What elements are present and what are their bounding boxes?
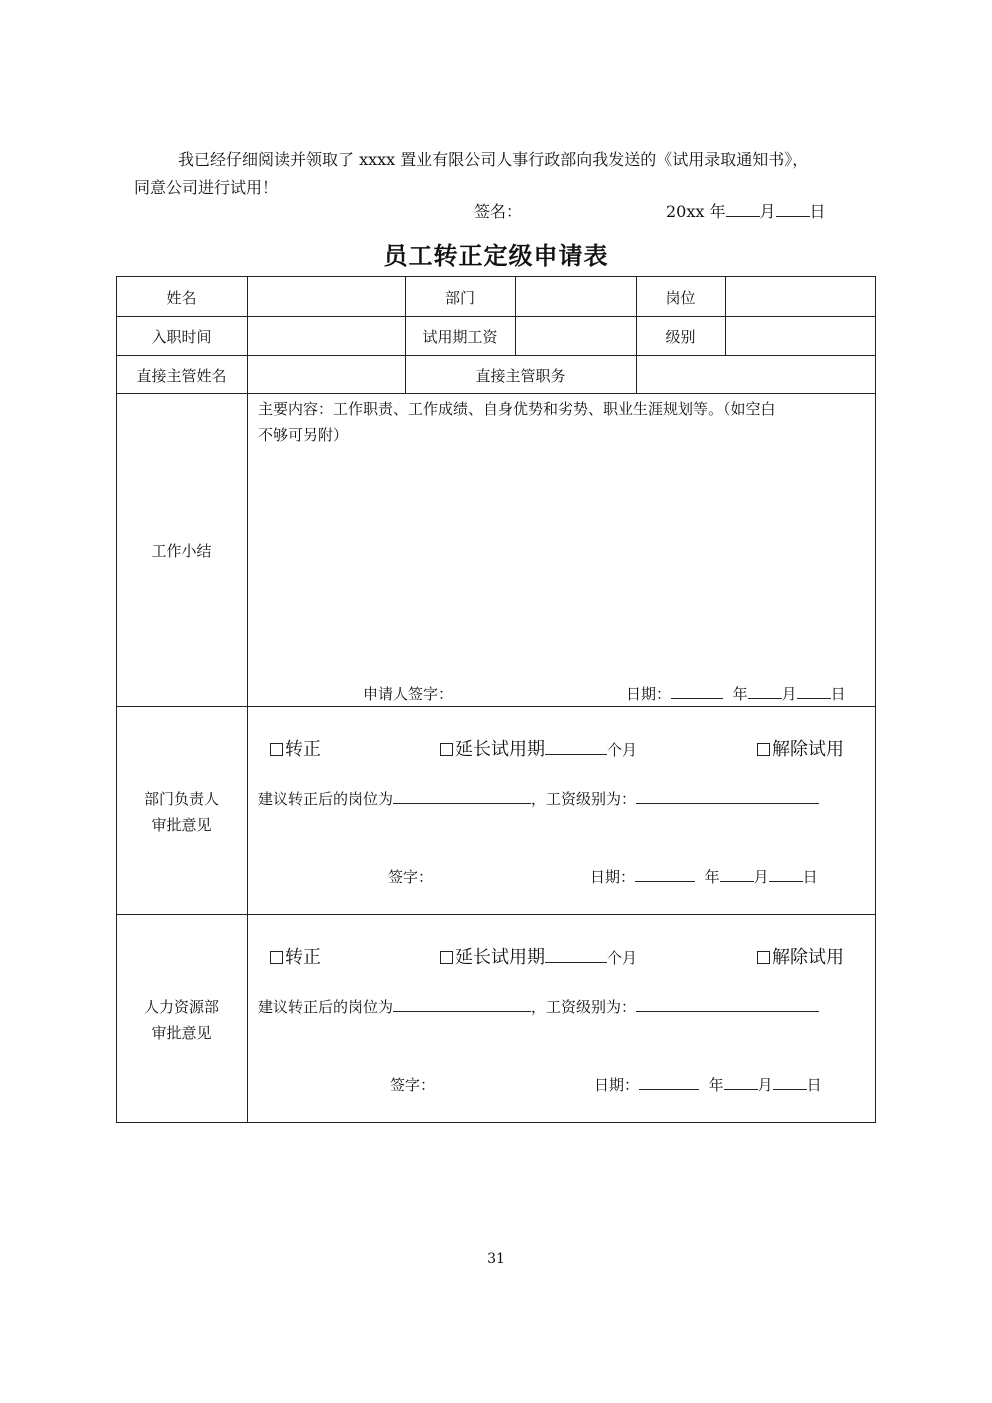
page-number: 31 [487,1251,505,1267]
checkbox-icon[interactable] [757,951,770,964]
dept-opt-extend-unit: 个月 [607,741,638,759]
table-rule [116,914,876,915]
applicant-sign-label: 申请人签字： [363,685,454,703]
hr-opt-extend[interactable] [440,943,637,969]
summary-date [626,683,846,704]
dept-year-blank[interactable] [635,867,695,882]
checkbox-icon[interactable] [440,743,453,756]
hr-date [594,1074,822,1095]
dept-month-blank[interactable] [720,867,754,882]
dept-year: 年 [704,868,720,886]
intro-line-1: 我已经仔细阅读并领取了 xxxx 置业有限公司人事行政部向我发送的《试用录取通知书》， [178,150,809,169]
dept-opt-confirm-label: 转正 [285,739,321,760]
hr-date-label: 日期： [594,1076,640,1094]
dept-day-blank[interactable] [769,867,803,882]
hire-date-field[interactable] [249,317,404,354]
dept-suggest-line [258,788,819,809]
dept-sign-label: 签字： [388,868,434,886]
hr-sign-label: 签字： [390,1076,436,1094]
intro-day-blank[interactable] [776,202,810,217]
hr-salary-level-label: ，工资级别为： [531,998,637,1016]
summary-month-blank[interactable] [748,684,782,699]
probation-salary-label: 试用期工资 [422,328,498,346]
probation-salary-field[interactable] [517,317,635,354]
summary-day-blank[interactable] [797,684,831,699]
summary-month: 月 [781,685,797,703]
dept-suggest-position-label: 建议转正后的岗位为 [258,790,394,808]
position-field[interactable] [727,277,874,315]
hr-month: 月 [757,1076,773,1094]
checkbox-icon[interactable] [757,743,770,756]
summary-year-blank[interactable] [671,684,723,699]
supervisor-name-field[interactable] [249,356,404,392]
name-field[interactable] [249,277,404,315]
summary-year: 年 [732,685,748,703]
dept-salary-level-label: ，工资级别为： [531,790,637,808]
hr-year-blank[interactable] [639,1075,699,1090]
hr-approval-label-2: 审批意见 [151,1024,212,1042]
dept-position-blank[interactable] [393,789,531,804]
dept-extend-months-blank[interactable] [545,740,607,755]
table-rule [247,276,248,1123]
table-rule [116,706,876,707]
table-rule [515,276,516,356]
dept-opt-extend[interactable] [440,735,637,761]
summary-hint-line-2: 不够可另附） [258,426,349,444]
dept-date [590,866,818,887]
dept-month: 月 [753,868,769,886]
dept-salary-level-blank[interactable] [636,789,819,804]
intro-line-2: 同意公司进行试用！ [134,178,279,197]
summary-textarea[interactable] [252,450,872,675]
position-label: 岗位 [665,289,696,307]
dept-approval-label-1: 部门负责人 [143,790,219,808]
table-rule [116,393,876,394]
supervisor-title-field[interactable] [638,356,874,392]
supervisor-name-label: 直接主管姓名 [136,367,227,385]
intro-date [666,198,826,226]
table-rule [875,276,876,1123]
hr-approval-label-1: 人力资源部 [143,998,219,1016]
dept-field[interactable] [517,277,635,315]
checkbox-icon[interactable] [440,951,453,964]
hr-month-blank[interactable] [724,1075,758,1090]
dept-opt-terminate-label: 解除试用 [772,739,844,760]
hr-opt-confirm[interactable] [270,943,321,969]
hr-extend-months-blank[interactable] [545,948,607,963]
summary-label: 工作小结 [151,542,212,560]
hire-date-label: 入职时间 [151,328,212,346]
dept-label: 部门 [444,289,475,307]
hr-salary-level-blank[interactable] [636,997,819,1012]
dept-approval-label-2: 审批意见 [151,816,212,834]
name-label: 姓名 [166,289,197,307]
hr-day: 日 [806,1076,822,1094]
hr-suggest-line [258,996,819,1017]
table-rule [116,1122,876,1123]
intro-month-blank[interactable] [726,202,760,217]
dept-opt-terminate[interactable] [757,735,844,761]
hr-opt-extend-label: 延长试用期 [455,947,545,968]
hr-position-blank[interactable] [393,997,531,1012]
hr-year: 年 [708,1076,724,1094]
intro-sign-label: 签名： [474,202,523,221]
hr-opt-confirm-label: 转正 [285,947,321,968]
summary-date-label: 日期： [626,685,672,703]
form-title: 员工转正定级申请表 [383,242,609,270]
level-label: 级别 [665,328,696,346]
hr-suggest-position-label: 建议转正后的岗位为 [258,998,394,1016]
table-rule [725,276,726,356]
intro-date-month: 月 [759,202,776,221]
intro-date-day: 日 [809,202,826,221]
dept-opt-confirm[interactable] [270,735,321,761]
summary-hint-line-1: 主要内容：工作职责、工作成绩、自身优势和劣势、职业生涯规划等。（如空白 [258,400,776,418]
dept-day: 日 [802,868,818,886]
supervisor-title-label: 直接主管职务 [475,367,566,385]
hr-day-blank[interactable] [773,1075,807,1090]
checkbox-icon[interactable] [270,951,283,964]
dept-opt-extend-label: 延长试用期 [455,739,545,760]
checkbox-icon[interactable] [270,743,283,756]
hr-opt-terminate[interactable] [757,943,844,969]
hr-opt-extend-unit: 个月 [607,949,638,967]
summary-day: 日 [830,685,846,703]
level-field[interactable] [727,317,874,354]
hr-opt-terminate-label: 解除试用 [772,947,844,968]
dept-date-label: 日期： [590,868,636,886]
intro-date-year: 20xx 年 [666,202,726,221]
